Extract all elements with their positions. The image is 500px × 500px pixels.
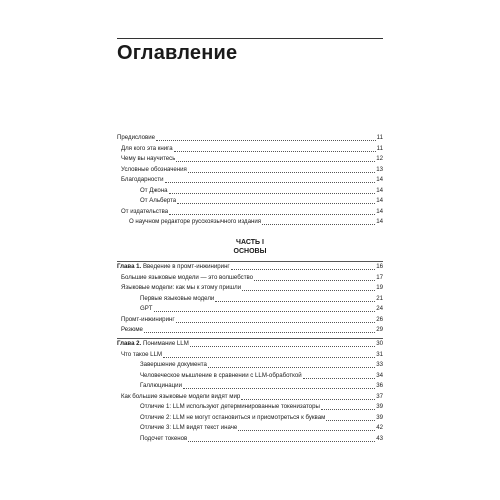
dot-leader — [144, 326, 375, 333]
toc-entry-page: 24 — [376, 305, 383, 312]
chapter-prefix: Глава 1. — [117, 263, 142, 270]
chapter-title: Введение в промт-инжиниринг — [142, 263, 230, 270]
toc-entry-page: 34 — [376, 371, 383, 379]
toc-entry[interactable] — [117, 381, 383, 392]
toc-entry[interactable] — [117, 413, 383, 424]
toc-entry-title: Как большие языковые модели видят мир — [121, 392, 241, 400]
toc-entry[interactable] — [117, 371, 383, 382]
toc-entry-title: О научном редакторе русскоязычного издания — [129, 218, 262, 225]
dot-leader — [208, 361, 375, 368]
toc-entry-title: Первые языковые модели — [140, 294, 215, 302]
toc-entry-page: 14 — [376, 197, 383, 204]
toc-entry[interactable] — [117, 175, 383, 186]
toc-entry-page: 14 — [376, 207, 383, 215]
dot-leader — [254, 274, 375, 281]
toc-entry-page: 16 — [376, 263, 383, 270]
toc-entry[interactable] — [117, 133, 383, 144]
toc-entry[interactable] — [117, 294, 383, 305]
toc-entry-page: 26 — [376, 315, 383, 323]
dot-leader — [242, 284, 375, 291]
dot-leader — [231, 263, 376, 270]
toc-entry-title: Промт-инжиниринг — [121, 315, 175, 323]
toc-entry-title: Галлюцинации — [140, 382, 182, 389]
toc-entry-page: 39 — [376, 413, 383, 421]
toc-entry-page: 30 — [376, 340, 383, 347]
dot-leader — [321, 403, 375, 410]
toc-entry[interactable] — [117, 350, 383, 361]
toc-entry-page: 37 — [376, 392, 383, 400]
part-label: ЧАСТЬ I — [236, 239, 264, 246]
toc-entry-title: Отличие 3: LLM видят текст иначе — [140, 424, 238, 431]
dot-leader — [183, 382, 375, 389]
toc-chapter-2 — [117, 338, 383, 444]
toc-entry-title: Для кого эта книга — [121, 144, 173, 152]
toc-entry-page: 11 — [376, 134, 383, 141]
toc-entry-title: Что такое LLM — [121, 350, 163, 358]
chapter-prefix: Глава 2. — [117, 340, 142, 347]
dot-leader — [215, 295, 375, 302]
toc-entry-title: Отличие 1: LLM используют детерминированные токенизаторы — [140, 403, 320, 410]
toc-entry-title: Человеческое мышление в сравнении с LLM-обработкой — [140, 371, 302, 379]
toc-entry-title: Подсчет токенов — [140, 434, 188, 442]
dot-leader — [169, 187, 376, 194]
toc-entry[interactable] — [117, 186, 383, 197]
dot-leader — [154, 305, 376, 312]
toc-entry[interactable] — [117, 402, 383, 413]
toc-entry[interactable] — [117, 144, 383, 155]
dot-leader — [303, 372, 376, 379]
dot-leader — [156, 134, 376, 141]
toc-entry-page: 42 — [376, 424, 383, 431]
toc-entry-title: Завершение документа — [140, 361, 207, 368]
dot-leader — [169, 208, 375, 215]
dot-leader — [177, 197, 375, 204]
toc-entry[interactable] — [117, 196, 383, 207]
toc-entry[interactable] — [117, 392, 383, 403]
dot-leader — [238, 424, 375, 431]
toc-entry[interactable] — [117, 283, 383, 294]
toc-entry-page: 14 — [376, 218, 383, 225]
toc-entry-page: 13 — [376, 165, 383, 173]
toc-entry-title: Отличие 2: LLM не могут остановиться и присмотреться к буквам — [140, 413, 326, 421]
dot-leader — [176, 155, 375, 162]
toc-entry[interactable] — [117, 217, 383, 228]
toc-entry-page: 21 — [376, 294, 383, 302]
toc-entry[interactable] — [117, 315, 383, 326]
toc-entry-title: Благодарности — [121, 176, 164, 183]
toc-entry-page: 14 — [376, 186, 383, 194]
toc-entry-title: Предисловие — [117, 134, 156, 141]
toc-entry-page: 39 — [376, 403, 383, 410]
toc-entry-page: 17 — [376, 273, 383, 281]
part-heading — [117, 238, 383, 256]
chapter-title: Понимание LLM — [142, 340, 189, 347]
toc-entry-page: 12 — [376, 155, 383, 162]
dot-leader — [163, 351, 375, 358]
toc-entry-title: Резюме — [121, 326, 143, 333]
dot-leader — [188, 435, 375, 442]
dot-leader — [190, 340, 375, 347]
top-rule — [117, 38, 383, 39]
toc-entry[interactable] — [117, 423, 383, 434]
toc-entry-page: 14 — [376, 176, 383, 183]
dot-leader — [174, 145, 376, 152]
toc-entry-page: 36 — [376, 382, 383, 389]
toc-front-matter — [117, 133, 383, 228]
toc-entry-page: 29 — [376, 326, 383, 333]
toc-entry-title: От издательства — [121, 207, 169, 215]
toc-entry[interactable] — [117, 325, 383, 336]
toc-entry-page: 11 — [376, 144, 383, 152]
toc-entry[interactable] — [117, 273, 383, 284]
dot-leader — [176, 316, 376, 323]
toc-chapter-entry[interactable] — [117, 339, 383, 350]
dot-leader — [188, 166, 375, 173]
page-title: Оглавление — [117, 42, 238, 64]
toc-entry-page: 43 — [376, 434, 383, 442]
dot-leader — [326, 414, 375, 421]
toc-entry-title: От Джона — [140, 186, 168, 194]
toc-entry-title: GPT — [140, 305, 153, 312]
toc-chapter-entry[interactable] — [117, 262, 383, 273]
dot-leader — [241, 393, 375, 400]
toc-entry-title: Языковые модели: как мы к этому пришли — [121, 284, 242, 291]
dot-leader — [165, 176, 376, 183]
toc-entry-page: 31 — [376, 350, 383, 358]
toc-entry-title: Условные обозначения — [121, 165, 187, 173]
toc-entry-title: Большие языковые модели — это волшебство — [121, 273, 254, 281]
toc-entry[interactable] — [117, 304, 383, 315]
toc-entry[interactable] — [117, 434, 383, 445]
toc-chapter-1 — [117, 261, 383, 336]
toc-entry-title: Чему вы научитесь — [121, 155, 176, 162]
part-name: ОСНОВЫ — [233, 248, 267, 255]
toc-entry-page: 19 — [376, 284, 383, 291]
dot-leader — [262, 218, 375, 225]
toc-entry[interactable] — [117, 207, 383, 218]
toc-entry[interactable] — [117, 154, 383, 165]
toc-entry[interactable] — [117, 165, 383, 176]
toc-entry-page: 33 — [376, 361, 383, 368]
toc-entry[interactable] — [117, 360, 383, 371]
toc-entry-title: От Альберта — [140, 197, 177, 204]
